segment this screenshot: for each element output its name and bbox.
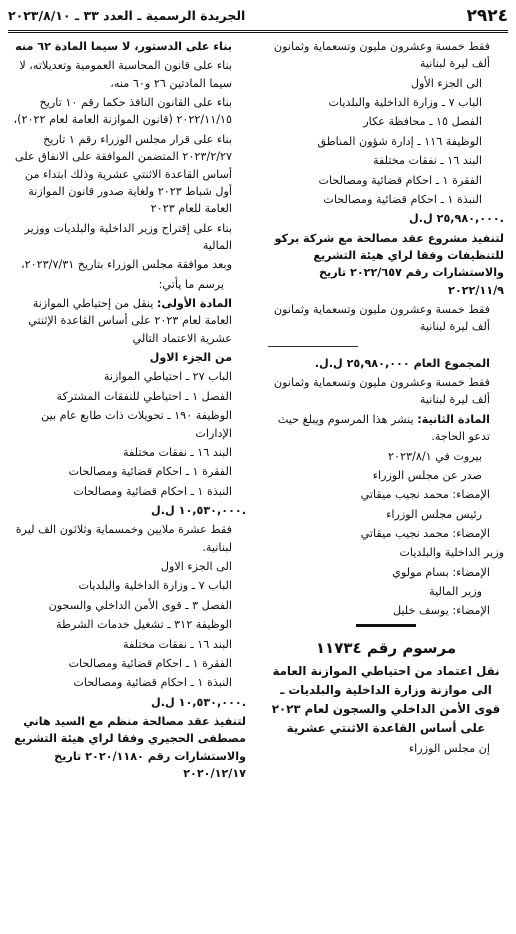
article-text: ينشر هذا المرسوم ويبلغ حيث تدعو الحاجة. xyxy=(277,412,490,444)
allocation-line: الفقرة ١ ـ احكام قضائية ومصالحات xyxy=(318,173,482,187)
amount-in-words: فقط خمسة وعشرون مليون وتسعماية وثمانون ألف ليرة لبنانية xyxy=(273,40,490,71)
article-label: المادة الأولى: xyxy=(156,297,232,311)
purpose-paragraph: لتنفيذ عقد مصالحة منظم مع السيد هاني مصطفى الحجيري وفقا لراي هيئة التشريع والاستشارات رقم ٢٠٢٠/١١٨٠ تاريخ ٢٠٢٠/١٢/١٧ xyxy=(14,714,246,781)
page-number: ٢٩٢٤ xyxy=(466,6,508,26)
article-label: المادة الثانية: xyxy=(417,412,490,426)
grand-total: المجموع العام ٢٥,٩٨٠,٠٠٠ ل.ل. xyxy=(314,356,490,370)
decree-formula: يرسم ما يأتي: xyxy=(158,277,224,291)
section-heading: الى الجزء الاول xyxy=(160,560,232,574)
allocation-line: الفقرة ١ ـ احكام قضائية ومصالحات xyxy=(68,465,232,479)
page-header xyxy=(8,6,508,28)
signature-line: وزير الداخلية والبلديات xyxy=(399,546,504,560)
separator-line xyxy=(268,346,358,347)
preamble-start: إن مجلس الوزراء xyxy=(408,741,490,755)
header-rule xyxy=(8,30,508,33)
allocation-line: الوظيفة ١٩٠ ـ تحويلات ذات طابع عام بين الإدارات xyxy=(41,409,232,440)
allocation-line: الباب ٧ ـ وزارة الداخلية والبلديات xyxy=(78,579,232,593)
allocation-line: البند ١٦ ـ نفقات مختلفة xyxy=(122,445,232,459)
allocation-line: البند ١٦ ـ نفقات مختلفة xyxy=(372,154,482,168)
signature-line: الإمضاء: محمد نجيب ميقاتي xyxy=(360,526,490,540)
preamble-clause: بناء على قانون المحاسبة العمومية وتعديلاته، لا سيما المادتين ٢٦ و٦٠ منه، xyxy=(19,59,232,90)
allocation-line: الى الجزء الأول xyxy=(410,76,482,90)
amount: ١٠,٥٣٠,٠٠٠ ل.ل. xyxy=(151,695,246,709)
signature-line: الإمضاء: بسام مولوي xyxy=(392,565,490,579)
allocation-line: الفصل ٣ ـ قوى الأمن الداخلي والسجون xyxy=(48,598,232,612)
allocation-line: الباب ٢٧ ـ احتياطي الموازنة xyxy=(103,370,232,384)
article-two xyxy=(268,411,504,446)
separator-bar xyxy=(356,624,416,627)
allocation-line: النبذة ١ ـ احكام قضائية ومصالحات xyxy=(73,676,232,690)
amount-in-words: فقط خمسة وعشرون مليون وتسعماية وثمانون ألف ليرة لبنانية xyxy=(273,376,490,407)
allocation-line: الوظيفة ٣١٢ ـ تشغيل خدمات الشرطة xyxy=(56,618,232,632)
allocation-line: النبذة ١ ـ احكام قضائية ومصالحات xyxy=(323,192,482,206)
section-heading: من الجزء الاول xyxy=(149,351,232,365)
amount: ١٠,٥٣٠,٠٠٠ ل.ل. xyxy=(151,503,246,517)
purpose-paragraph: لتنفيذ مشروع عقد مصالحة مع شركة بركو للتنظيفات وفقا لراي هيئة التشريع والاستشارات رقم ٢٠٢٢/٦٥٧ تاريخ ٢٠٢٢/١١/٩ xyxy=(274,231,504,297)
preamble-clause: بناء على إقتراح وزير الداخلية والبلديات ووزير المالية xyxy=(24,221,232,252)
allocation-line: الفصل ١ ـ احتياطي للنفقات المشتركة xyxy=(56,389,232,403)
allocation-line: البند ١٦ ـ نفقات مختلفة xyxy=(122,637,232,651)
preamble-clause: بناء على الدستور، لا سيما المادة ٦٢ منه xyxy=(15,40,232,53)
article-text: ينقل من إحتياطي الموازنة العامة لعام ٢٠٢٣ على أساس القاعدة الإثنتي عشرية الاعتماد التالي xyxy=(28,297,232,345)
allocation-line: الباب ٧ ـ وزارة الداخلية والبلديات xyxy=(328,96,482,110)
left-column xyxy=(10,38,246,784)
signature-line: الإمضاء: يوسف خليل xyxy=(392,604,490,618)
allocation-line: الفقرة ١ ـ احكام قضائية ومصالحات xyxy=(68,656,232,670)
right-column xyxy=(268,38,504,759)
preamble-clause: بناء على قرار مجلس الوزراء رقم ١ تاريخ ٢٠٢٣/٢/٢٧ المتضمن الموافقة على الانفاق على أساس القاعدة الاثنتي عشرية وذلك ابتداء من أول شباط ٢٠٢٣ ولغاية صدور قانون الموازنة العامة للعام ٢٠٢٣ xyxy=(14,132,232,216)
amount-in-words: فقط عشرة ملايين وخمسماية وثلاثون الف ليرة لبنانية. xyxy=(15,523,232,554)
preamble-clause: وبعد موافقة مجلس الوزراء بتاريخ ٢٠٢٣/٧/٣١، xyxy=(21,258,232,272)
article-one xyxy=(10,295,246,347)
decree-subtitle: نقل اعتماد من احتياطي الموازنة العامة الى موازنة وزارة الداخلية والبلديات ـ قوى الأمن الداخلي والسجون لعام ٢٠٢٣ على أساس القاعدة الاثنتي عشرية xyxy=(271,664,501,735)
signature-line: رئيس مجلس الوزراء xyxy=(386,507,482,521)
allocation-line: النبذة ١ ـ احكام قضائية ومصالحات xyxy=(73,484,232,498)
running-title: الجريدة الرسمية ـ العدد ٣٣ ـ ٢٠٢٣/٨/١٠ xyxy=(8,8,246,23)
signature-line: وزير المالية xyxy=(429,585,482,599)
signature-line: صدر عن مجلس الوزراء xyxy=(372,468,482,482)
amount: ٢٥,٩٨٠,٠٠٠ ل.ل. xyxy=(409,212,504,226)
place-date: بيروت في ٢٠٢٣/٨/١ xyxy=(388,449,482,463)
amount-in-words: فقط خمسة وعشرون مليون وتسعماية وثمانون ألف ليرة لبنانية xyxy=(273,303,490,334)
preamble-clause: بناء على القانون النافذ حكما رقم ١٠ تاريخ ٢٠٢٢/١١/١٥ (قانون الموازنة العامة لعام ٢٠٢٢)، xyxy=(13,96,232,127)
decree-title: مرسوم رقم ١١٧٣٤ xyxy=(315,638,457,657)
signature-line: الإمضاء: محمد نجيب ميقاتي xyxy=(360,488,490,502)
allocation-line: الفصل ١٥ ـ محافظة عكار xyxy=(363,115,482,129)
allocation-line: الوظيفة ١١٦ ـ إدارة شؤون المناطق xyxy=(317,134,482,148)
